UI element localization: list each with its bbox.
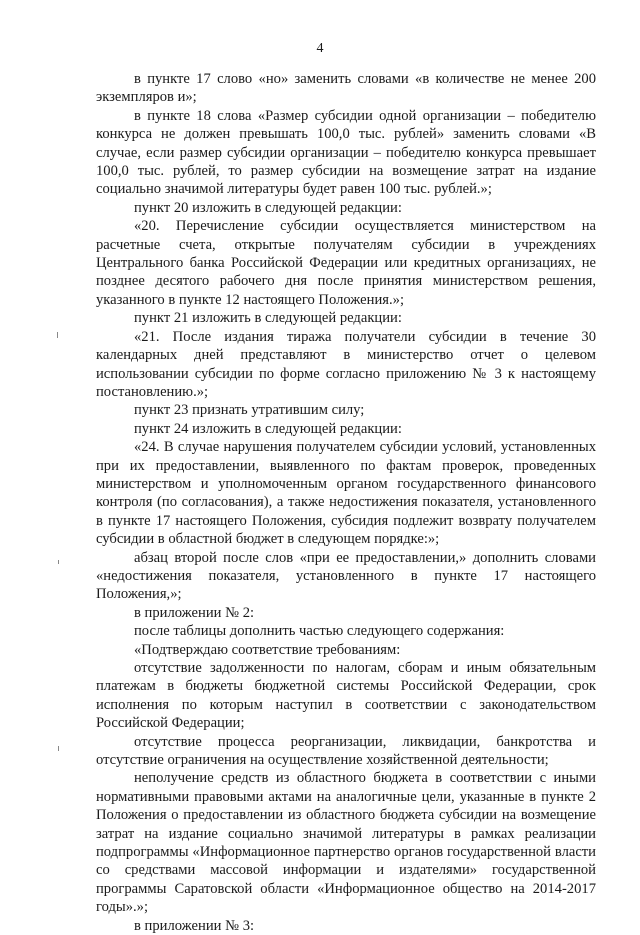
paragraph: пункт 20 изложить в следующей редакции: (134, 199, 402, 216)
paragraph: в приложении № 3: (134, 917, 255, 934)
scan-mark (58, 746, 59, 751)
scan-mark (58, 560, 59, 564)
document-body (96, 70, 596, 935)
paragraph: «21. После издания тиража получатели субсидии в течение 30 календарных дней представляют в министерство отчет о целевом использовании субсидии по форме согласно приложению № 3 к настоящему постановлению.»; (96, 328, 596, 400)
paragraph: в пункте 18 слова «Размер субсидии одной организации – победителю конкурса не должен превышать 100,0 тыс. рублей» заменить словами «В случае, если размер субсидии организации – победителю конкурса превышает 100,0 тыс. рублей, то размер субсидии на возмещение затрат на издание социально значимой литературы будет равен 100 тыс. рублей.»; (96, 107, 596, 198)
paragraph: пункт 24 изложить в следующей редакции: (134, 420, 402, 437)
paragraph: неполучение средств из областного бюджета в соответствии с иными нормативными правовыми актами на аналогичные цели, указанные в пункте 2 Положения о предоставлении из областного бюджета субсидии на возмещение затрат на издание социально значимой литературы в рамках реализации подпрограммы «Информационное партнерство органов государственной власти со средствами массовой информации и издателями» государственной программы Саратовской области «Информационное общество на 2014-2017 годы».»; (96, 770, 596, 916)
paragraph: «20. Перечисление субсидии осуществляется министерством на расчетные счета, открытые получателям субсидии в учреждениях Центрального банка Российской Федерации или кредитных организациях, не позднее десятого рабочего дня после принятия министерством решения, указанного в пункте 12 настоящего Положения.»; (96, 218, 596, 308)
paragraph: «Подтверждаю соответствие требованиям: (134, 641, 401, 658)
paragraph: абзац второй после слов «при ее предоставлении,» дополнить словами «недостижения показателя, установленного в пункте 17 настоящего Положения,»; (96, 549, 596, 603)
paragraph: в приложении № 2: (134, 604, 255, 621)
page-number: 4 (316, 41, 324, 56)
paragraph: отсутствие процесса реорганизации, ликвидации, банкротства и отсутствие ограничения на осуществление хозяйственной деятельности; (96, 733, 596, 769)
paragraph: в пункте 17 слово «но» заменить словами «в количестве не менее 200 экземпляров и»; (96, 71, 596, 106)
paragraph: пункт 23 признать утратившим силу; (134, 402, 365, 419)
paragraph: после таблицы дополнить частью следующего содержания: (134, 623, 505, 640)
paragraph: «24. В случае нарушения получателем субсидии условий, установленных при их предоставлении, выявленного по фактам проверок, проведенных министерством и уполномоченным органом государственного финансового контроля (по согласования), а также недостижения показателя, установленного в пункте 17 настоящего Положения, субсидия подлежит возврату получателем субсидии в областной бюджет в следующем порядке:»; (96, 439, 596, 548)
paragraph: отсутствие задолженности по налогам, сборам и иным обязательным платежам в бюджеты бюджетной системы Российской Федерации, срок исполнения по которым наступил в соответствии с законодательством Российской Федерации; (96, 660, 596, 732)
paragraph: пункт 21 изложить в следующей редакции: (134, 310, 402, 327)
scan-mark (57, 332, 58, 338)
